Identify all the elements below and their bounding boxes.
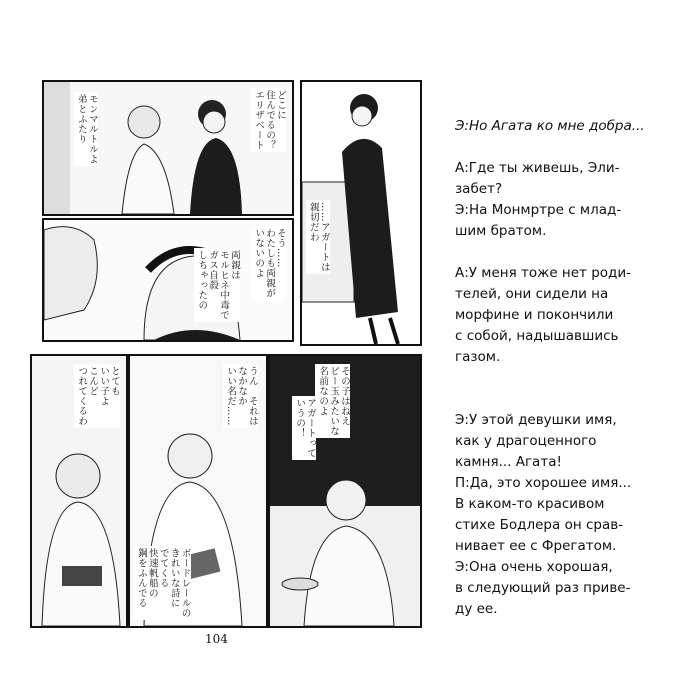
speech-bubble: アガートって いうの！ — [294, 398, 316, 458]
speech-bubble: ……アガートは 親切だわ — [307, 202, 330, 272]
translation-line: с собой, надышавшись — [455, 328, 619, 344]
speech-bubble: その子はねえ ビー玉みたいな 名前なのよ — [317, 366, 350, 436]
manga-page — [30, 68, 430, 628]
panel-2 — [42, 218, 294, 342]
translation-line: телей, они сидели на — [455, 286, 609, 302]
speech-bubble: どこに 住んでるの？ エリザベート — [253, 90, 286, 150]
translation-line: П:Да, это хорошее имя... — [455, 475, 632, 491]
speech-bubble: ボードレールの きれいな詩に でてくる 快速帆船の 鋼をふんでる — [135, 548, 191, 618]
translation-line: шим братом. — [455, 223, 547, 239]
translation-line: стихе Бодлера он срав- — [455, 517, 624, 533]
panel-1 — [42, 80, 294, 216]
translation-text — [455, 116, 690, 620]
page-number: 104 — [205, 632, 228, 646]
translation-line: морфине и покончили — [455, 307, 614, 323]
translation-line: забет? — [455, 181, 503, 197]
translation-line: А:Где ты живешь, Эли- — [455, 160, 620, 176]
speech-bubble: とても いい子よ こんど つれてくるわ — [76, 366, 120, 426]
panel-3 — [300, 80, 422, 346]
panel-5 — [128, 354, 268, 628]
translation-line: газом. — [455, 349, 501, 365]
panel-4 — [30, 354, 128, 628]
translation-line: нивает ее с Фрегатом. — [455, 538, 617, 554]
panel-6 — [268, 354, 422, 628]
translation-line: Э:На Монмртре с млад- — [455, 202, 622, 218]
translation-line: как у драгоценного — [455, 433, 597, 449]
translation-line: ду ее. — [455, 601, 498, 617]
translation-line: в следующий раз приве- — [455, 580, 631, 596]
speech-bubble: 両親は モルヒネ中毒で ガス自殺 しちゃったの — [196, 250, 240, 320]
translation-line: Э:Но Агата ко мне добра... — [455, 118, 645, 134]
speech-bubble: モンマルトルよ 弟とふたり — [75, 94, 98, 164]
speech-bubble: そう…… わたしも両親が いないのよ — [253, 228, 286, 298]
translation-line: А:У меня тоже нет роди- — [455, 265, 632, 281]
translation-line: В каком-то красивом — [455, 496, 605, 512]
translation-line: камня... Агата! — [455, 454, 562, 470]
speech-bubble: うん それは なかなか いい名だ…… — [225, 366, 258, 426]
translation-line: Э:У этой девушки имя, — [455, 412, 617, 428]
translation-line: Э:Она очень хорошая, — [455, 559, 613, 575]
